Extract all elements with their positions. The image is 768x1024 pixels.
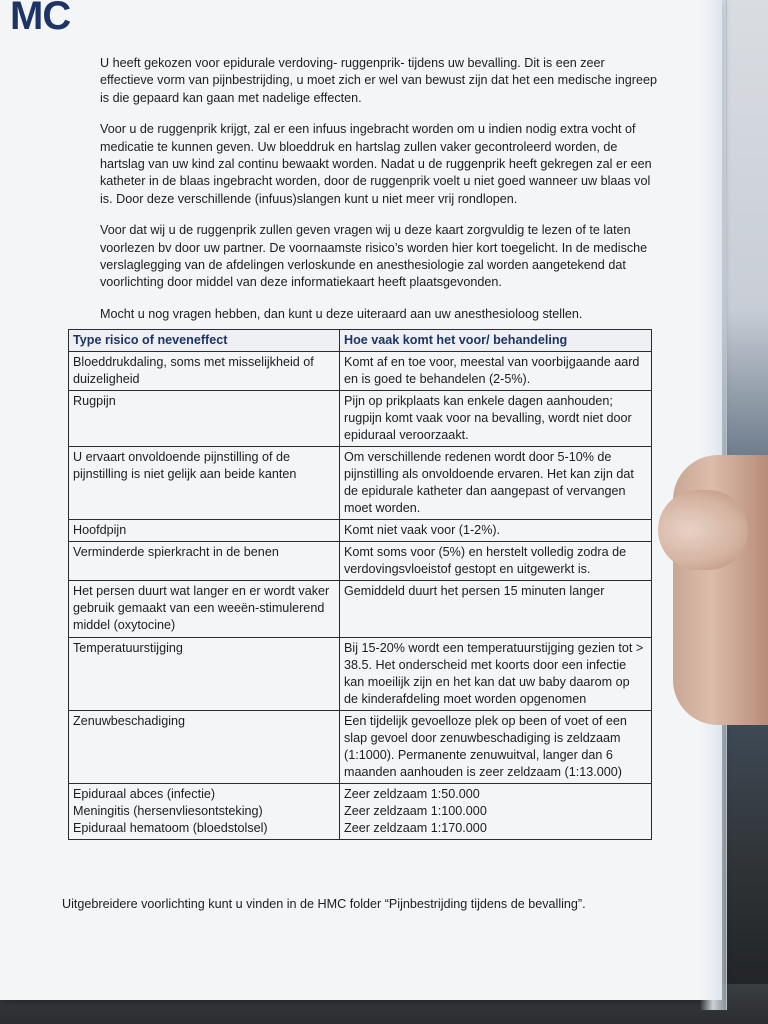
table-row bbox=[69, 711, 652, 784]
card-content bbox=[73, 55, 660, 840]
table-row bbox=[69, 352, 652, 391]
table-header-row bbox=[69, 330, 652, 352]
rare-risks-cell bbox=[69, 784, 340, 840]
risk-table bbox=[68, 329, 652, 840]
table-row bbox=[69, 447, 652, 520]
frequency-cell: Een tijdelijk gevoelloze plek op been of voet of een slap gevoel door zenuwbeschadiging is zeldzaam (1:1000). Permanente zenuwuitval, langer dan 6 maanden aanhouden is zeer zeldzaam (1:13.000) bbox=[340, 711, 652, 784]
table-row bbox=[69, 542, 652, 581]
freq-meningitis: Zeer zeldzaam 1:100.000 bbox=[344, 804, 487, 819]
footer-note: Uitgebreidere voorlichting kunt u vinden in de HMC folder “Pijnbestrijding tijdens de bevalling”. bbox=[62, 897, 586, 911]
frequency-cell: Gemiddeld duurt het persen 15 minuten langer bbox=[340, 581, 652, 638]
risk-type-cell: Zenuwbeschadiging bbox=[69, 711, 340, 784]
frequency-cell: Komt soms voor (5%) en herstelt volledig zodra de verdovingsvloeistof gestopt en uitgewerkt is. bbox=[340, 542, 652, 581]
rare-frequency-cell bbox=[340, 784, 652, 840]
frequency-cell: Pijn op prikplaats kan enkele dagen aanhouden; rugpijn komt vaak voor na bevalling, wordt niet door epiduraal veroorzaakt. bbox=[340, 391, 652, 447]
risk-meningitis: Meningitis (hersenvliesontsteking) bbox=[73, 804, 263, 819]
thumb bbox=[658, 490, 748, 570]
intro-paragraph: U heeft gekozen voor epidurale verdoving- ruggenprik- tijdens uw bevalling. Dit is een zeer effectieve vorm van pijnbestrijding, u moet zich er wel van bewust zijn dat het een medische ingreep is die gepaard kan gaan met nadelige effecten. bbox=[100, 56, 657, 105]
header-frequency: Hoe vaak komt het voor/ behandeling bbox=[340, 330, 652, 352]
risk-type-cell: Het persen duurt wat langer en er wordt vaker gebruik gemaakt van een weeën-stimulerend middel (oxytocine) bbox=[69, 581, 340, 638]
freq-hematoma: Zeer zeldzaam 1:170.000 bbox=[344, 821, 487, 836]
table-row bbox=[69, 520, 652, 542]
procedure-paragraph: Voor u de ruggenprik krijgt, zal er een infuus ingebracht worden om u indien nodig extra vocht of medicatie te kunnen geven. Uw bloeddruk en hartslag zullen vaker gecontroleerd worden, de hartslag van uw kind zal continu bewaakt worden. Nadat u de ruggenprik heeft gekregen zal er een katheter in de blaas ingebracht worden, door de ruggenprik voelt u niet goed wanneer uw blaas vol is. Door deze verschillende (infuus)slangen kunt u niet meer vrij rondlopen. bbox=[100, 122, 652, 206]
risk-type-cell: Bloeddrukdaling, soms met misselijkheid of duizeligheid bbox=[69, 352, 340, 391]
risk-type-cell: Hoofdpijn bbox=[69, 520, 340, 542]
frequency-cell: Komt af en toe voor, meestal van voorbijgaande aard en is goed te behandelen (2-5%). bbox=[340, 352, 652, 391]
header-risk-type: Type risico of neveneffect bbox=[69, 330, 340, 352]
questions-paragraph: Mocht u nog vragen hebben, dan kunt u deze uiteraard aan uw anesthesioloog stellen. bbox=[100, 306, 583, 321]
frequency-cell: Bij 15-20% wordt een temperatuurstijging gezien tot > 38.5. Het onderscheid met koorts door een infectie kan moeilijk zijn en het kan dat uw baby daarom op de kinderafdeling moet worden opgenomen bbox=[340, 638, 652, 711]
risk-type-cell: Temperatuurstijging bbox=[69, 638, 340, 711]
table-row bbox=[69, 581, 652, 638]
table-row bbox=[69, 784, 652, 840]
risk-hematoma: Epiduraal hematoom (bloedstolsel) bbox=[73, 821, 268, 836]
frequency-cell: Om verschillende redenen wordt door 5-10% de pijnstilling als onvoldoende ervaren. Het kan zijn dat de epidurale katheter dan aangepast of vervangen moet worden. bbox=[340, 447, 652, 520]
risk-type-cell: Rugpijn bbox=[69, 391, 340, 447]
table-row bbox=[69, 391, 652, 447]
risk-abscess: Epiduraal abces (infectie) bbox=[73, 787, 216, 802]
frequency-cell: Komt niet vaak voor (1-2%). bbox=[340, 520, 652, 542]
freq-abscess: Zeer zeldzaam 1:50.000 bbox=[344, 787, 480, 802]
logo: MC bbox=[10, 0, 71, 38]
risk-type-cell: Verminderde spierkracht in de benen bbox=[69, 542, 340, 581]
table-row bbox=[69, 638, 652, 711]
risk-type-cell: U ervaart onvoldoende pijnstilling of de pijnstilling is niet gelijk aan beide kanten bbox=[69, 447, 340, 520]
reading-paragraph: Voor dat wij u de ruggenprik zullen geven vragen wij u deze kaart zorgvuldig te lezen of te laten voorlezen bv door uw partner. De voornaamste risico’s worden hier kort toegelicht. In de medische verslaglegging van de afdelingen verloskunde en anesthesiologie zal worden aangetekend dat voorlichting door middel van deze informatiekaart heeft plaatsgevonden. bbox=[100, 223, 648, 290]
